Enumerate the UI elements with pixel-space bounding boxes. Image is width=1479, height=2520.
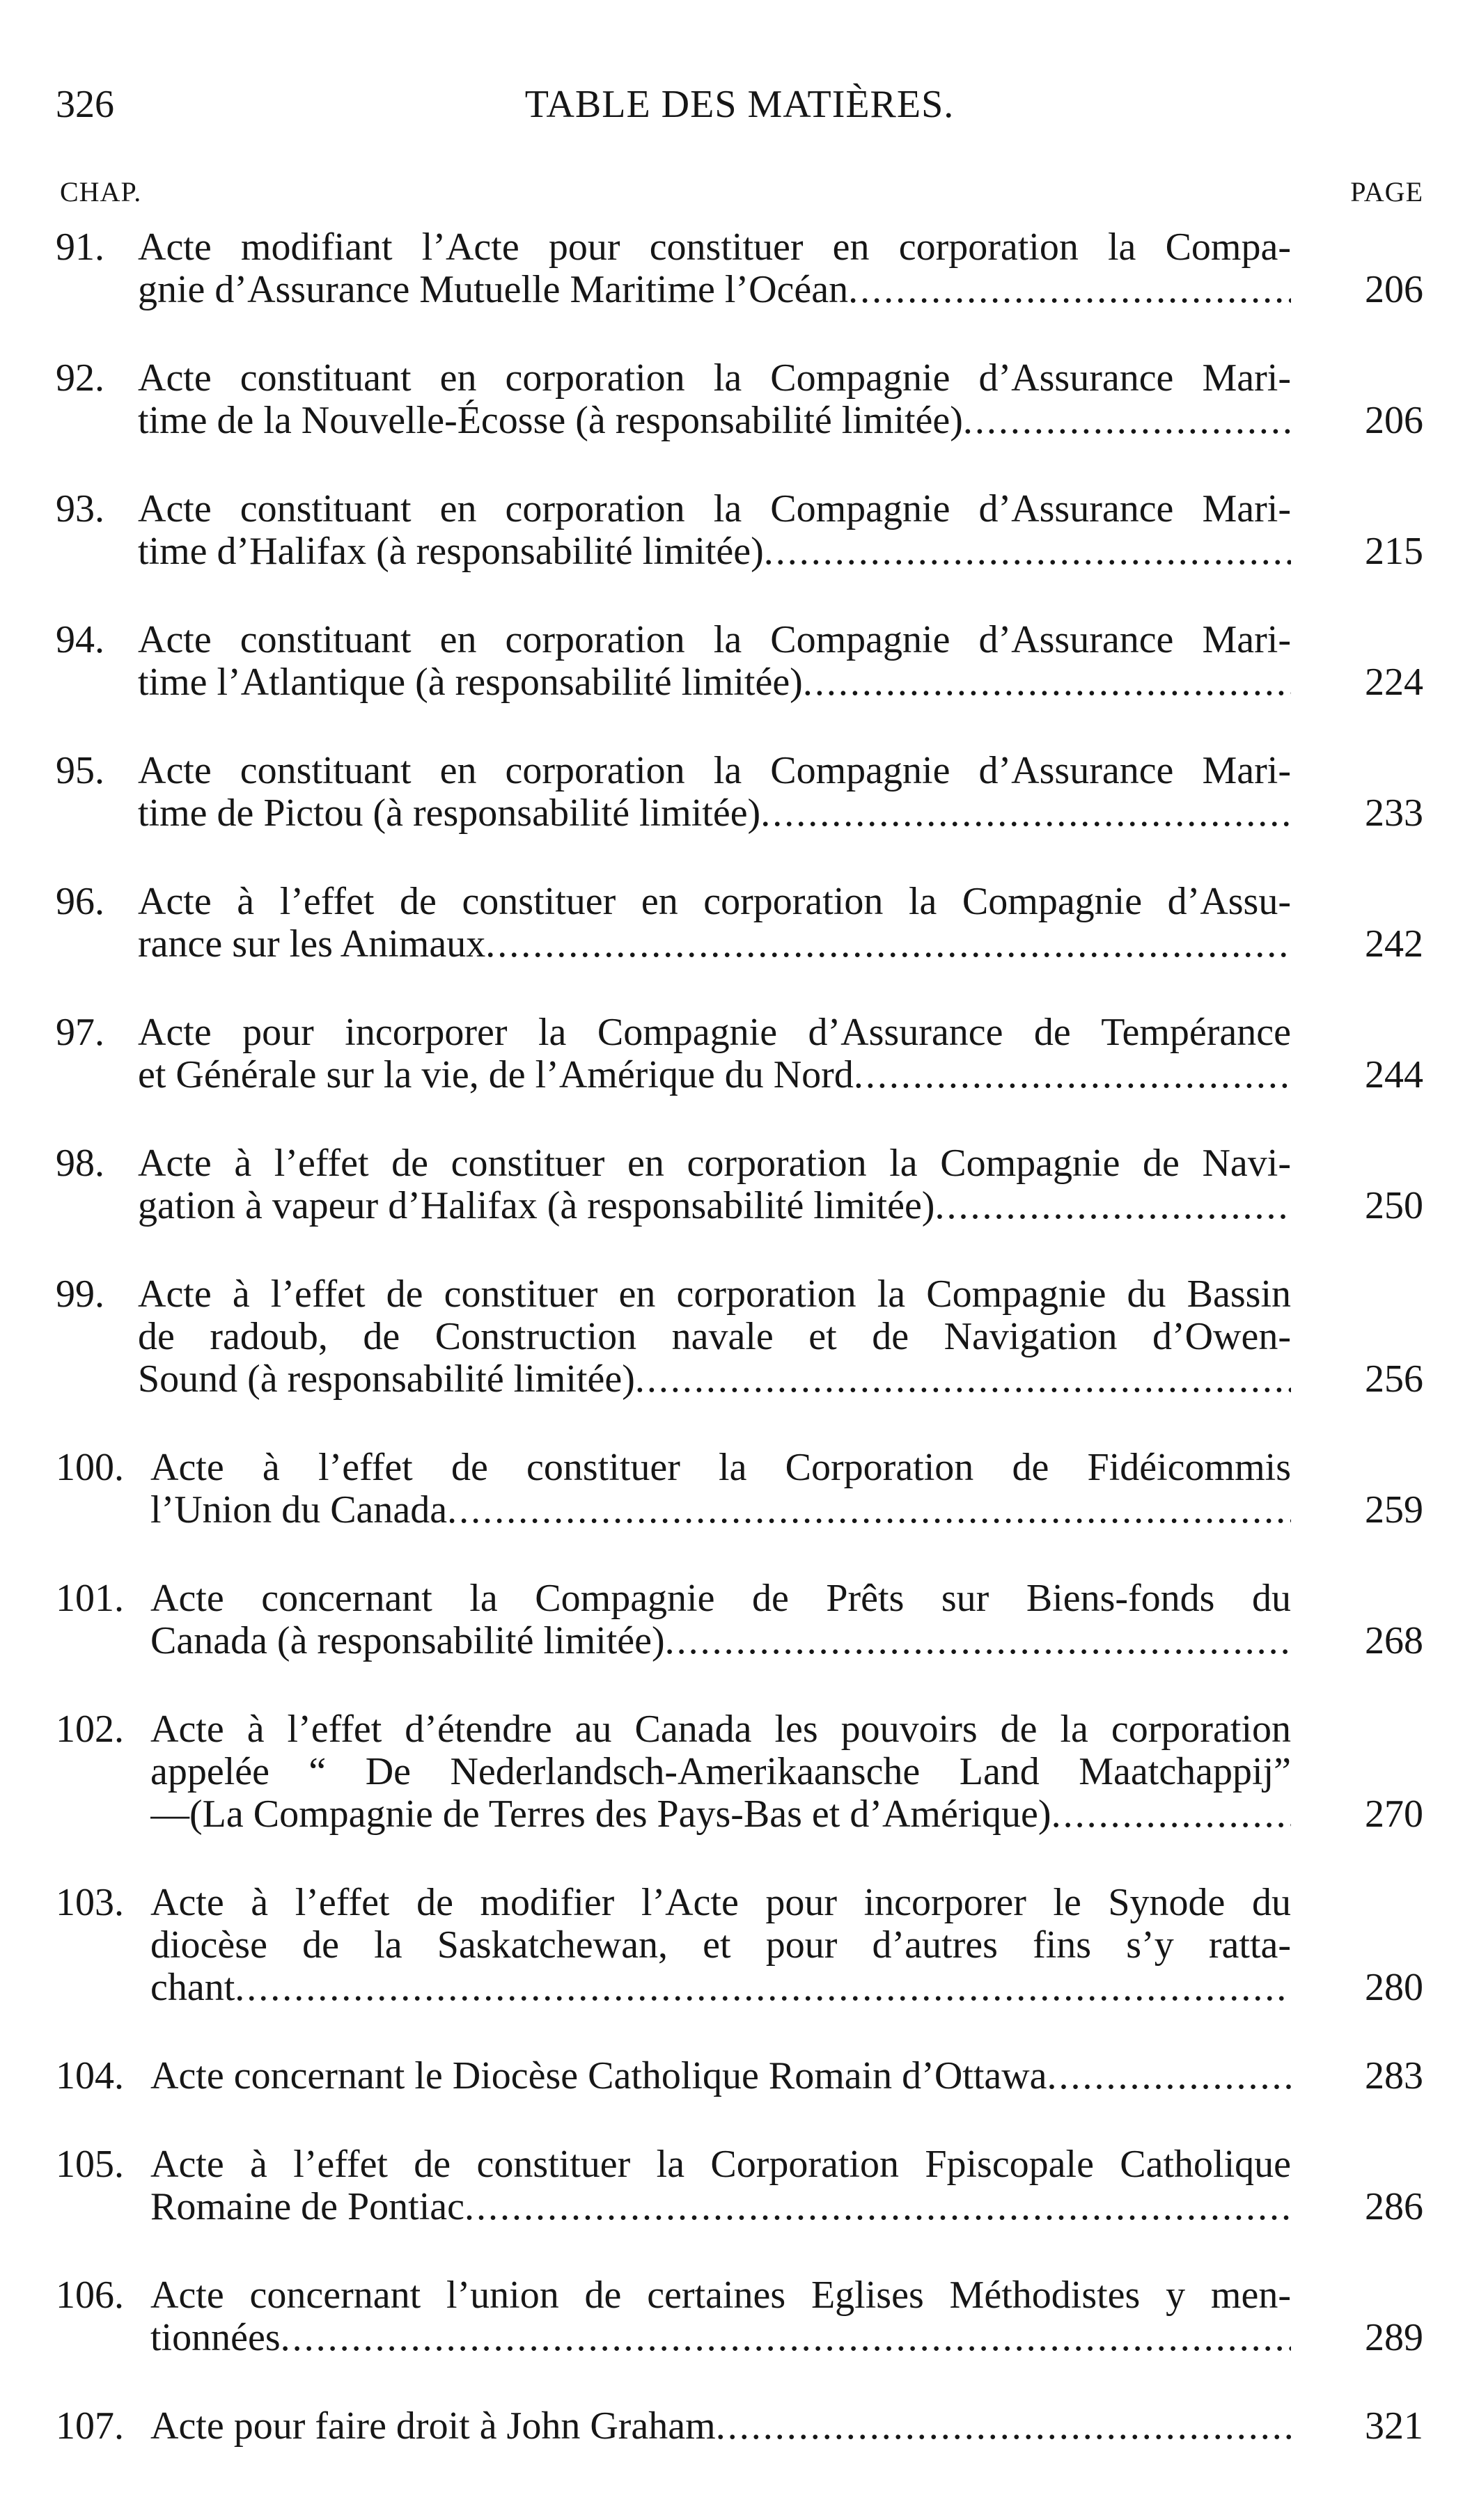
toc-entry: [56, 2405, 1423, 2448]
entry-line: Acte à l’effet de modifier l’Acte pour incorporer le Synode du: [150, 1881, 1291, 1924]
entry-line: Acte concernant l’union de certaines Eglises Méthodistes y men-: [150, 2274, 1291, 2317]
toc-entry: [56, 1011, 1423, 1096]
entry-line: Acte modifiant l’Acte pour constituer en corporation la Compa-: [138, 226, 1291, 269]
entry-line: Acte à l’effet de constituer en corporation la Compagnie de Navi-: [138, 1142, 1291, 1185]
entry-line: [150, 2317, 1291, 2359]
chapter-number: 101.: [56, 1577, 124, 1620]
toc-entry: [56, 488, 1423, 573]
entry-line-text: gnie d’Assurance Mutuelle Maritime l’Océan: [138, 269, 849, 311]
entry-line-text: tionnées: [150, 2317, 281, 2359]
chapter-number: 100.: [56, 1446, 124, 1489]
toc-entry: [56, 1577, 1423, 1662]
entry-line-text: time l’Atlantique (à responsabilité limitée): [138, 661, 803, 704]
entry-line: [138, 400, 1291, 442]
entry-line: [150, 2405, 1291, 2448]
dot-leader: [848, 269, 1291, 311]
table-of-contents: [56, 226, 1423, 2494]
page-header: [56, 82, 1423, 138]
entry-line: diocèse de la Saskatchewan, et pour d’autres fins s’y ratta-: [150, 1923, 1291, 1967]
entry-line-text: et Générale sur la vie, de l’Amérique du Nord: [138, 1054, 854, 1096]
toc-entry: [56, 750, 1423, 835]
entry-title: [150, 1577, 1291, 1662]
page-number: 326: [56, 83, 114, 126]
chapter-number: 94.: [56, 618, 104, 661]
entry-title: [150, 2274, 1291, 2359]
entry-title: [150, 2143, 1291, 2228]
entry-title: [150, 1882, 1291, 2009]
dot-leader: [635, 1358, 1291, 1401]
chapter-number: 97.: [56, 1011, 104, 1054]
chapter-number: 98.: [56, 1142, 104, 1185]
entry-title: [138, 226, 1291, 311]
entry-line: Acte pour incorporer la Compagnie d’Assurance de Tempérance: [138, 1011, 1291, 1054]
chapter-number: 95.: [56, 749, 104, 792]
entry-line-text: Sound (à responsabilité limitée): [138, 1358, 635, 1401]
chapter-number: 91.: [56, 226, 104, 269]
entry-title: [138, 488, 1291, 573]
chapter-number: 92.: [56, 356, 104, 400]
entry-line: [138, 1185, 1291, 1227]
entry-line-text: gation à vapeur d’Halifax (à responsabilité limitée): [138, 1185, 935, 1227]
entry-line: [138, 1054, 1291, 1096]
entry-line: [150, 2186, 1291, 2228]
entry-line: Acte à l’effet de constituer la Corporation Fpiscopale Catholique: [150, 2143, 1291, 2186]
entry-line: Acte à l’effet de constituer en corporation la Compagnie du Bassin: [138, 1273, 1291, 1316]
entry-line-text: Canada (à responsabilité limitée): [150, 1620, 665, 1662]
dot-leader: [934, 1185, 1291, 1227]
entry-title: [138, 1142, 1291, 1227]
entry-line: [138, 792, 1291, 835]
entry-line: [150, 1967, 1291, 2009]
dot-leader: [1051, 1793, 1291, 1836]
entry-title: [138, 619, 1291, 704]
entry-title: [138, 881, 1291, 966]
entry-line-text: —(La Compagnie de Terres des Pays-Bas et d’Amérique): [150, 1793, 1051, 1836]
entry-line-text: chant: [150, 1967, 235, 2009]
dot-leader: [963, 400, 1291, 442]
page-reference: 283: [1365, 2054, 1423, 2097]
dot-leader: [447, 1489, 1291, 1531]
dot-leader: [464, 2186, 1291, 2228]
page-reference: 286: [1365, 2185, 1423, 2228]
chapter-number: 104.: [56, 2054, 124, 2097]
toc-entry: [56, 2274, 1423, 2359]
page-reference: 250: [1365, 1184, 1423, 1227]
entry-title: [150, 2405, 1291, 2448]
page-reference: 289: [1365, 2316, 1423, 2359]
entry-line: Acte constituant en corporation la Compagnie d’Assurance Mari-: [138, 356, 1291, 400]
entry-title: [138, 1273, 1291, 1401]
entry-line-text: rance sur les Animaux: [138, 923, 486, 966]
entry-line: [138, 923, 1291, 966]
dot-leader: [485, 923, 1291, 966]
page-reference: 256: [1365, 1357, 1423, 1401]
entry-line: de radoub, de Construction navale et de Navigation d’Owen-: [138, 1315, 1291, 1358]
entry-line-text: Romaine de Pontiac: [150, 2186, 465, 2228]
entry-title: [150, 1708, 1291, 1836]
dot-leader: [665, 1620, 1291, 1662]
toc-entry: [56, 2143, 1423, 2228]
entry-line: [150, 1489, 1291, 1531]
page-reference: 321: [1365, 2404, 1423, 2448]
page-reference: 206: [1365, 268, 1423, 311]
dot-leader: [235, 1967, 1291, 2009]
dot-leader: [1047, 2055, 1291, 2097]
entry-line: appelée “ De Nederlandsch-Amerikaansche Land Maatchappij”: [150, 1750, 1291, 1793]
toc-entry: [56, 881, 1423, 966]
entry-line: Acte concernant la Compagnie de Prêts sur Biens-fonds du: [150, 1577, 1291, 1620]
chap-column-header: CHAP.: [60, 176, 142, 207]
chapter-number: 107.: [56, 2404, 124, 2448]
toc-entry: [56, 2055, 1423, 2097]
page-reference: 268: [1365, 1619, 1423, 1662]
page-reference: 215: [1365, 530, 1423, 573]
entry-title: [138, 1011, 1291, 1096]
dot-leader: [803, 661, 1291, 704]
chapter-number: 96.: [56, 880, 104, 923]
entry-line: [138, 269, 1291, 311]
entry-line-text: time d’Halifax (à responsabilité limitée): [138, 530, 764, 573]
entry-line-text: Acte concernant le Diocèse Catholique Romain d’Ottawa: [150, 2055, 1047, 2097]
dot-leader: [281, 2317, 1291, 2359]
toc-entry: [56, 1273, 1423, 1401]
page-reference: 270: [1365, 1793, 1423, 1836]
chapter-number: 93.: [56, 487, 104, 530]
dot-leader: [764, 530, 1291, 573]
page-reference: 280: [1365, 1966, 1423, 2009]
entry-title: [150, 1447, 1291, 1531]
dot-leader: [854, 1054, 1291, 1096]
toc-entry: [56, 1142, 1423, 1227]
entry-title: [150, 2055, 1291, 2097]
toc-entry: [56, 1882, 1423, 2009]
entry-line-text: time de la Nouvelle-Écosse (à responsabilité limitée): [138, 400, 963, 442]
toc-entry: [56, 357, 1423, 442]
chapter-number: 103.: [56, 1881, 124, 1924]
dot-leader: [760, 792, 1291, 835]
chapter-number: 99.: [56, 1273, 104, 1316]
toc-entry: [56, 1708, 1423, 1836]
page-reference: 259: [1365, 1488, 1423, 1531]
page-reference: 224: [1365, 661, 1423, 704]
entry-line: [138, 530, 1291, 573]
page-reference: 233: [1365, 792, 1423, 835]
page-title: TABLE DES MATIÈRES.: [524, 83, 955, 126]
entry-title: [138, 750, 1291, 835]
entry-line-text: l’Union du Canada: [150, 1489, 448, 1531]
entry-title: [138, 357, 1291, 442]
entry-line: [150, 1620, 1291, 1662]
entry-line: [150, 1793, 1291, 1836]
toc-entry: [56, 1447, 1423, 1531]
entry-line: Acte à l’effet de constituer la Corporation de Fidéicommis: [150, 1446, 1291, 1489]
entry-line: [138, 661, 1291, 704]
chapter-number: 105.: [56, 2143, 124, 2186]
toc-entry: [56, 226, 1423, 311]
entry-line: Acte à l’effet de constituer en corporation la Compagnie d’Assu-: [138, 880, 1291, 923]
page-reference: 242: [1365, 922, 1423, 966]
entry-line: Acte à l’effet d’étendre au Canada les pouvoirs de la corporation: [150, 1708, 1291, 1751]
page-reference: 244: [1365, 1053, 1423, 1096]
entry-line-text: Acte pour faire droit à John Graham: [150, 2405, 716, 2448]
entry-line: Acte constituant en corporation la Compagnie d’Assurance Mari-: [138, 618, 1291, 661]
toc-entry: [56, 619, 1423, 704]
entry-line: Acte constituant en corporation la Compagnie d’Assurance Mari-: [138, 749, 1291, 792]
page-column-header: PAGE: [1350, 176, 1423, 207]
dot-leader: [716, 2405, 1291, 2448]
entry-line-text: time de Pictou (à responsabilité limitée): [138, 792, 761, 835]
chapter-number: 106.: [56, 2274, 124, 2317]
entry-line: [150, 2055, 1291, 2097]
page-reference: 206: [1365, 399, 1423, 442]
entry-line: [138, 1358, 1291, 1401]
chapter-number: 102.: [56, 1708, 124, 1751]
entry-line: Acte constituant en corporation la Compagnie d’Assurance Mari-: [138, 487, 1291, 530]
